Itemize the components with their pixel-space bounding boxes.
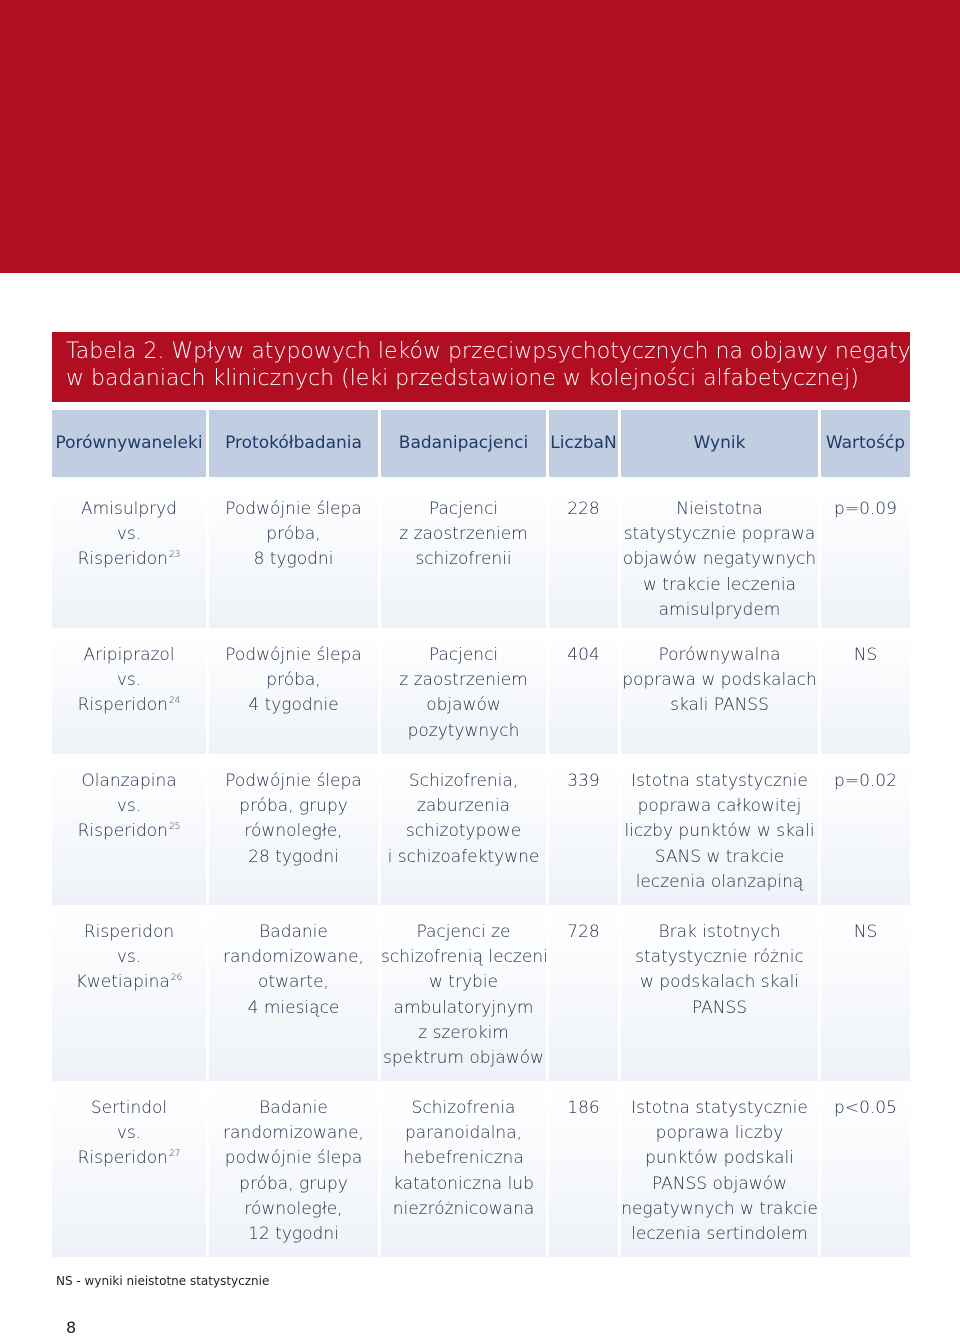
reference-number: 27 <box>168 1149 181 1160</box>
cell-result-line: Brak istotnych <box>658 922 781 942</box>
cell-protocol-line: równoległe, <box>244 821 343 842</box>
table-row <box>52 628 910 754</box>
cell-p-value: p<0.05 <box>818 1081 910 1257</box>
cell-protocol-line: próba, grupy <box>239 796 348 817</box>
cell-protocol-line: Badanie <box>259 1098 328 1118</box>
cell-result-line: Porównywalna <box>658 645 781 665</box>
cell-patients-line: z szerokim <box>418 1022 509 1043</box>
cell-patients <box>378 754 546 905</box>
cell-protocol-line: 8 tygodni <box>253 549 334 570</box>
cell-compared-drugs-line: vs. <box>116 947 142 968</box>
cell-protocol-line: próba, grupy <box>239 1173 348 1194</box>
cell-result-line: liczby punktów w skali <box>624 821 815 842</box>
cell-patients-line: schizofrenią leczeni <box>381 947 548 968</box>
table-row <box>52 905 910 1081</box>
cell-patients-line: z zaostrzeniem <box>399 524 528 545</box>
cell-compared-drugs-line: Risperidon$^{25}$ <box>77 821 181 842</box>
cell-count: 404 <box>546 628 618 754</box>
cell-compared-drugs <box>52 905 206 1081</box>
cell-compared-drugs-line: vs. <box>116 524 142 545</box>
reference-number: 26 <box>170 973 183 984</box>
table-title-line-2: w badaniach klinicznych (leki przedstawione w kolejności alfabetycznej) <box>66 366 859 391</box>
cell-result-line: w podskalach skali <box>639 972 800 993</box>
cell-protocol-line: Badanie <box>259 922 328 942</box>
cell-patients-line: Pacjenci ze <box>416 922 511 942</box>
header-compared-drugs: Porównywaneleki <box>52 410 206 477</box>
cell-patients-line: schizotypowe <box>405 821 522 842</box>
cell-protocol-line: 4 miesiące <box>247 997 340 1018</box>
cell-compared-drugs-line: Risperidon <box>83 922 175 942</box>
cell-protocol-line: 28 tygodni <box>248 846 339 867</box>
cell-patients-line: schizofrenii <box>415 549 512 570</box>
cell-result-line: leczenia olanzapiną <box>635 871 804 892</box>
cell-p-value: NS <box>818 628 910 754</box>
results-table <box>52 410 910 1257</box>
header-count: LiczbaN <box>546 410 618 477</box>
cell-protocol-line: próba, <box>266 670 321 691</box>
cell-result-line: punktów podskali <box>645 1148 794 1169</box>
cell-result <box>618 477 818 628</box>
cell-compared-drugs-line: Kwetiapina$^{26}$ <box>75 972 183 993</box>
cell-count: 728 <box>546 905 618 1081</box>
cell-patients-line: katatoniczna lub <box>393 1173 534 1194</box>
cell-result-line: negatywnych w trakcie <box>621 1198 818 1219</box>
cell-result-line: amisulprydem <box>658 599 781 620</box>
cell-compared-drugs-line: Aripiprazol <box>83 645 175 665</box>
cell-protocol <box>206 754 378 905</box>
header-protocol: Protokółbadania <box>206 410 378 477</box>
cell-patients-line: niezróżnicowana <box>392 1198 535 1219</box>
header-row <box>52 410 910 477</box>
cell-result-line: poprawa całkowitej <box>637 796 802 817</box>
cell-compared-drugs-line: Risperidon$^{24}$ <box>77 695 181 716</box>
cell-compared-drugs-line: Risperidon$^{23}$ <box>77 549 181 570</box>
cell-result <box>618 1081 818 1257</box>
cell-result-line: poprawa w podskalach <box>622 670 817 691</box>
cell-result-line: SANS w trakcie <box>654 846 785 867</box>
cell-patients-line: Schizofrenia, <box>408 771 519 791</box>
cell-patients <box>378 905 546 1081</box>
cell-result <box>618 905 818 1081</box>
cell-p-value: p=0.02 <box>818 754 910 905</box>
cell-patients-line: objawów <box>426 695 501 716</box>
cell-protocol-line: równoległe, <box>244 1198 343 1219</box>
cell-result-line: statystycznie różnic <box>635 947 804 968</box>
cell-patients-line: hebefreniczna <box>403 1148 524 1169</box>
cell-result-line: objawów negatywnych <box>622 549 817 570</box>
cell-compared-drugs-line: vs. <box>116 670 142 691</box>
cell-protocol-line: randomizowane, <box>223 1123 364 1144</box>
cell-patients-line: Pacjenci <box>428 499 499 519</box>
cell-compared-drugs-line: Olanzapina <box>81 771 177 791</box>
cell-compared-drugs <box>52 628 206 754</box>
table-row <box>52 754 910 905</box>
footnote: NS - wyniki nieistotne statystycznie <box>56 1274 270 1288</box>
cell-protocol-line: Podwójnie ślepa <box>225 499 362 519</box>
page-number: 8 <box>66 1318 77 1337</box>
cell-protocol <box>206 477 378 628</box>
cell-compared-drugs-line: vs. <box>116 1123 142 1144</box>
cell-count: 339 <box>546 754 618 905</box>
header-patients: Badanipacjenci <box>378 410 546 477</box>
cell-protocol <box>206 905 378 1081</box>
cell-compared-drugs <box>52 1081 206 1257</box>
cell-result-line: leczenia sertindolem <box>631 1224 808 1245</box>
cell-p-value: NS <box>818 905 910 1081</box>
cell-patients-line: w trybie <box>429 972 498 993</box>
cell-result <box>618 628 818 754</box>
cell-compared-drugs-line: vs. <box>116 796 142 817</box>
table-title-line-1: Tabela 2. Wpływ atypowych leków przeciwpsychotycznych na objawy negatywne <box>66 339 957 364</box>
cell-result-line: Nieistotna <box>676 499 763 519</box>
cell-patients-line: Schizofrenia <box>411 1098 516 1118</box>
top-color-band <box>0 0 960 273</box>
header-result: Wynik <box>618 410 818 477</box>
cell-patients-line: ambulatoryjnym <box>393 997 534 1018</box>
cell-result <box>618 754 818 905</box>
cell-patients-line: Pacjenci <box>428 645 499 665</box>
cell-protocol-line: randomizowane, <box>223 947 364 968</box>
cell-patients <box>378 628 546 754</box>
cell-patients-line: pozytywnych <box>407 720 520 741</box>
cell-protocol-line: podwójnie ślepa <box>224 1148 363 1169</box>
cell-result-line: skali PANSS <box>670 695 769 716</box>
cell-p-value: p=0.09 <box>818 477 910 628</box>
cell-result-line: statystycznie poprawa <box>623 524 816 545</box>
cell-patients-line: z zaostrzeniem <box>399 670 528 691</box>
reference-number: 24 <box>168 696 181 707</box>
table-row <box>52 477 910 628</box>
cell-protocol-line: 12 tygodni <box>248 1224 339 1245</box>
cell-compared-drugs-line: Risperidon$^{27}$ <box>77 1148 181 1169</box>
cell-patients-line: zaburzenia <box>416 796 511 817</box>
cell-protocol <box>206 628 378 754</box>
header-p-value: Wartośćp <box>818 410 910 477</box>
cell-protocol <box>206 1081 378 1257</box>
cell-patients-line: i schizoafektywne <box>387 846 540 867</box>
cell-result-line: PANSS objawów <box>651 1173 788 1194</box>
cell-compared-drugs-line: Sertindol <box>90 1098 168 1118</box>
cell-compared-drugs <box>52 754 206 905</box>
cell-count: 228 <box>546 477 618 628</box>
cell-patients-line: paranoidalna, <box>404 1123 523 1144</box>
cell-protocol-line: 4 tygodnie <box>248 695 339 716</box>
cell-count: 186 <box>546 1081 618 1257</box>
cell-result-line: PANSS <box>691 997 748 1018</box>
reference-number: 23 <box>168 550 181 561</box>
cell-patients-line: spektrum objawów <box>383 1048 544 1069</box>
cell-patients <box>378 1081 546 1257</box>
cell-result-line: w trakcie leczenia <box>643 574 796 595</box>
table-row <box>52 1081 910 1257</box>
table-title <box>52 332 957 402</box>
reference-number: 25 <box>168 822 181 833</box>
cell-compared-drugs <box>52 477 206 628</box>
cell-compared-drugs-line: Amisulpryd <box>81 499 177 519</box>
cell-protocol-line: próba, <box>266 524 321 545</box>
cell-protocol-line: otwarte, <box>258 972 329 993</box>
cell-result-line: Istotna statystycznie <box>631 1098 808 1118</box>
cell-result-line: poprawa liczby <box>655 1123 784 1144</box>
cell-protocol-line: Podwójnie ślepa <box>225 771 362 791</box>
cell-patients <box>378 477 546 628</box>
cell-protocol-line: Podwójnie ślepa <box>225 645 362 665</box>
cell-result-line: Istotna statystycznie <box>631 771 808 791</box>
